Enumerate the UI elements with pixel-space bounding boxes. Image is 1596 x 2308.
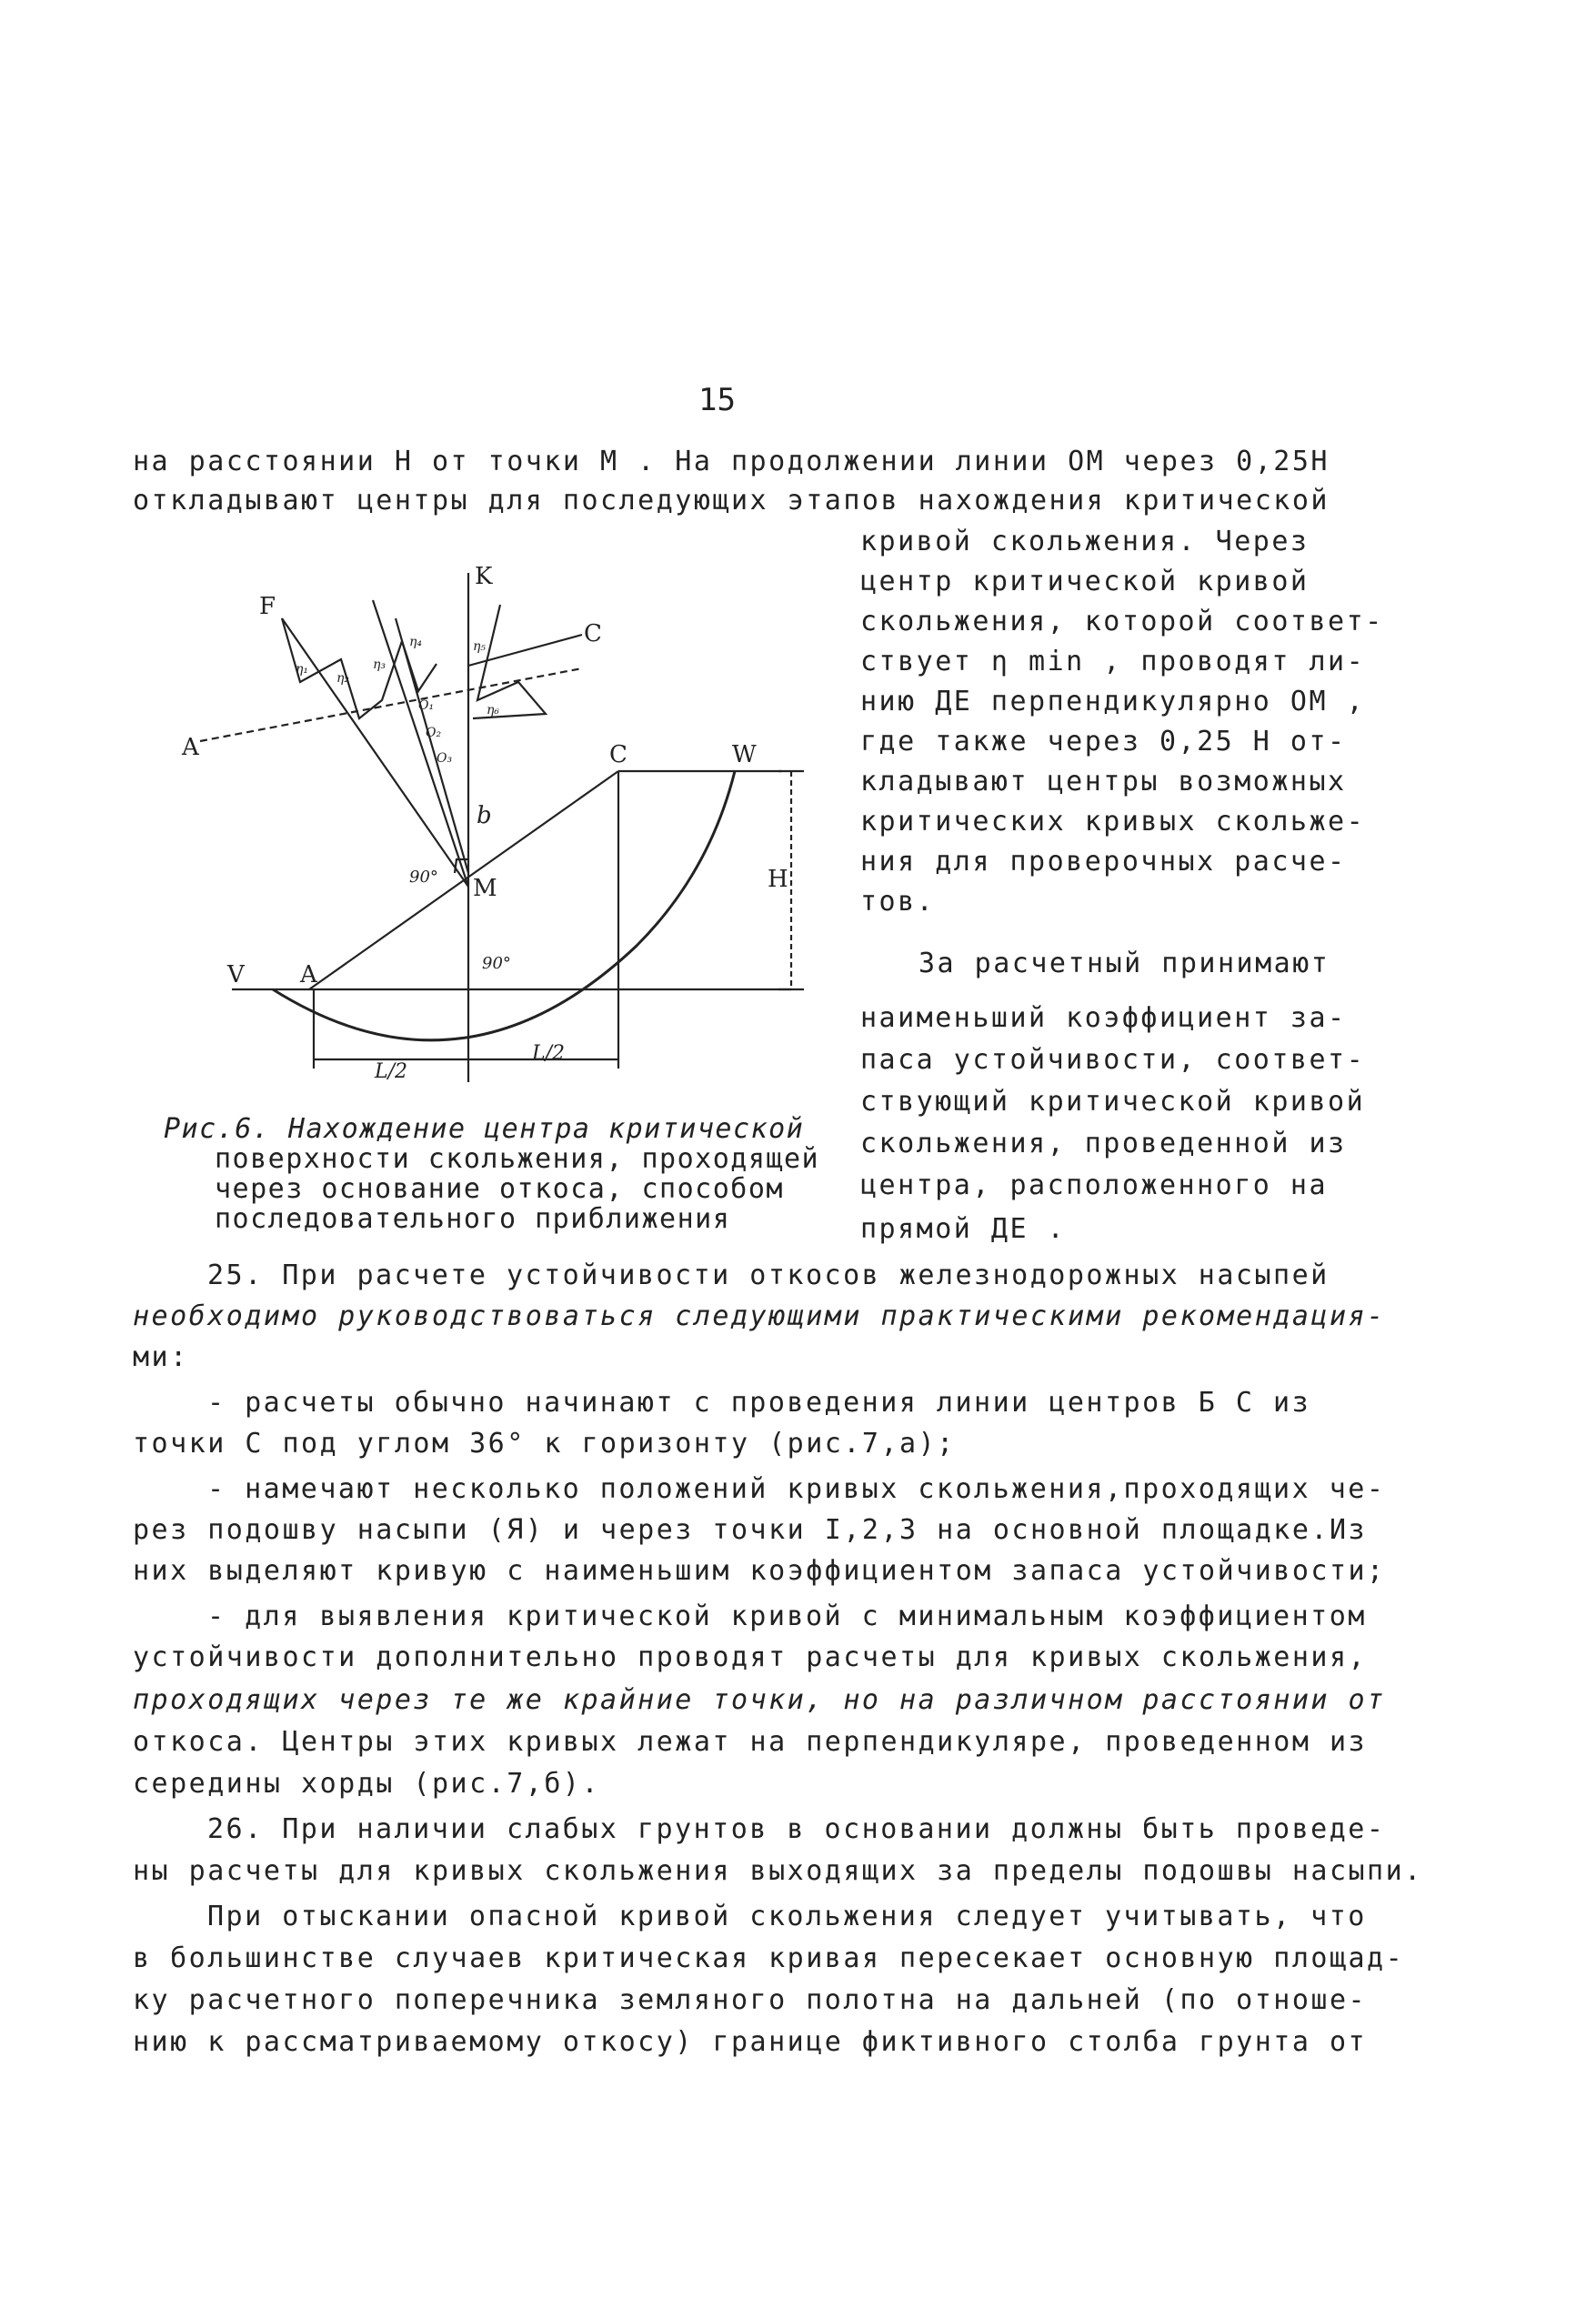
text-line: 25. При расчете устойчивости откосов железнодорожных насыпей — [207, 1259, 1330, 1291]
text-line: - расчеты обычно начинают с проведения линии центров Б С из — [207, 1387, 1311, 1419]
text-line: откладывают центры для последующих этапов нахождения критической — [133, 485, 1330, 517]
text-line: нию к рассматриваемому откосу) границе фиктивного столба грунта от — [133, 2026, 1368, 2058]
label-m: M — [473, 875, 497, 902]
caption-line: через основание откоса, способом — [215, 1173, 784, 1205]
label-n6: η₆ — [487, 703, 499, 717]
label-c-upper: C — [584, 620, 602, 647]
label-90-right: 90° — [482, 954, 511, 973]
text-line: откоса. Центры этих кривых лежат на перпендикуляре, проведенном из — [133, 1726, 1368, 1758]
text-line: скольжения, проведенной из — [860, 1128, 1347, 1159]
label-n3: η₃ — [373, 657, 386, 672]
label-o2: O₂ — [426, 726, 442, 740]
text-line: нию ДЕ перпендикулярно OM , — [860, 686, 1366, 717]
text-line: устойчивости дополнительно проводят расчеты для кривых скольжения, — [133, 1641, 1368, 1673]
figure-6 — [164, 564, 837, 1091]
text-line: кривой скольжения. Через — [860, 526, 1310, 557]
dashed-line-a — [200, 668, 582, 741]
text-line: - намечают несколько положений кривых скольжения,проходящих че- — [207, 1473, 1386, 1505]
label-k: K — [475, 564, 493, 590]
page-number: 15 — [698, 382, 736, 418]
text-line: на расстоянии H от точки M . На продолжении линии OM через 0,25H — [133, 446, 1330, 477]
caption-line: Рис.6. Нахождение центра критической — [164, 1113, 805, 1145]
label-o3: O₃ — [437, 751, 453, 766]
label-a-left: A — [182, 734, 199, 761]
text-line: - для выявления критической кривой с минимальным коэффициентом — [207, 1601, 1367, 1632]
text-line: ствующий критической кривой — [860, 1086, 1366, 1118]
text-line: кладывают центры возможных — [860, 766, 1347, 798]
text-line: критических кривых скольже- — [860, 806, 1366, 838]
label-h: H — [768, 866, 788, 893]
label-o1: O₁ — [418, 698, 435, 713]
text-line: точки С под углом 36° к горизонту (рис.7,а); — [133, 1428, 956, 1460]
text-line: паса устойчивости, соответ- — [860, 1044, 1366, 1076]
text-line: них выделяют кривую с наименьшим коэффициентом запаса устойчивости; — [133, 1555, 1386, 1587]
slip-curve — [273, 771, 735, 1040]
label-l2-left: L/2 — [375, 1060, 408, 1083]
text-line: ния для проверочных расче- — [860, 846, 1347, 878]
label-l2-right: L/2 — [532, 1042, 566, 1065]
label-90-left: 90° — [409, 868, 438, 887]
label-v: V — [227, 961, 245, 988]
figure-caption — [164, 1114, 819, 1234]
text-line: центра, расположенного на — [860, 1169, 1329, 1201]
text-line: ны расчеты для кривых скольжения выходящих за пределы подошвы насыпи. — [133, 1855, 1423, 1887]
label-w: W — [732, 741, 757, 768]
label-n5: η₅ — [473, 639, 486, 654]
text-line: где также через 0,25 H от- — [860, 726, 1347, 758]
text-line: За расчетный принимают — [918, 948, 1330, 979]
text-line: ми: — [133, 1341, 189, 1373]
text-line: ку расчетного поперечника земляного полотна на дальней (по отноше- — [133, 1984, 1368, 2016]
text-line: ствует η min , проводят ли- — [860, 646, 1366, 677]
text-line: необходимо руководствоваться следующими практическими рекомендация- — [133, 1300, 1386, 1332]
text-line: середины хорды (рис.7,б). — [133, 1768, 601, 1800]
label-n4: η₄ — [409, 635, 422, 649]
text-line: рез подошву насыпи (Я) и через точки I,2,3 на основной площадке.Из — [133, 1514, 1368, 1546]
text-line: При отыскании опасной кривой скольжения следует учитывать, что — [207, 1901, 1367, 1932]
text-line: центр критической кривой — [860, 566, 1310, 597]
label-b: b — [477, 802, 492, 829]
label-a-toe: A — [300, 961, 317, 988]
text-line: прямой ДЕ . — [860, 1213, 1067, 1245]
label-c-crest: C — [609, 741, 627, 768]
text-line: в большинстве случаев критическая кривая пересекает основную площад- — [133, 1942, 1405, 1974]
text-line: наименьший коэффициент за- — [860, 1002, 1347, 1034]
label-f: F — [259, 593, 276, 620]
text-line: скольжения, которой соответ- — [860, 606, 1384, 637]
label-n1: η₁ — [296, 662, 308, 677]
label-n2: η₂ — [336, 671, 349, 686]
text-line: тов. — [860, 886, 936, 918]
text-line: проходящих через те же крайние точки, но на различном расстоянии от — [133, 1684, 1386, 1716]
caption-line: последовательного приближения — [215, 1203, 731, 1235]
text-line: 26. При наличии слабых грунтов в основании должны быть проведе- — [207, 1813, 1386, 1845]
caption-line: поверхности скольжения, проходящей — [215, 1143, 820, 1175]
